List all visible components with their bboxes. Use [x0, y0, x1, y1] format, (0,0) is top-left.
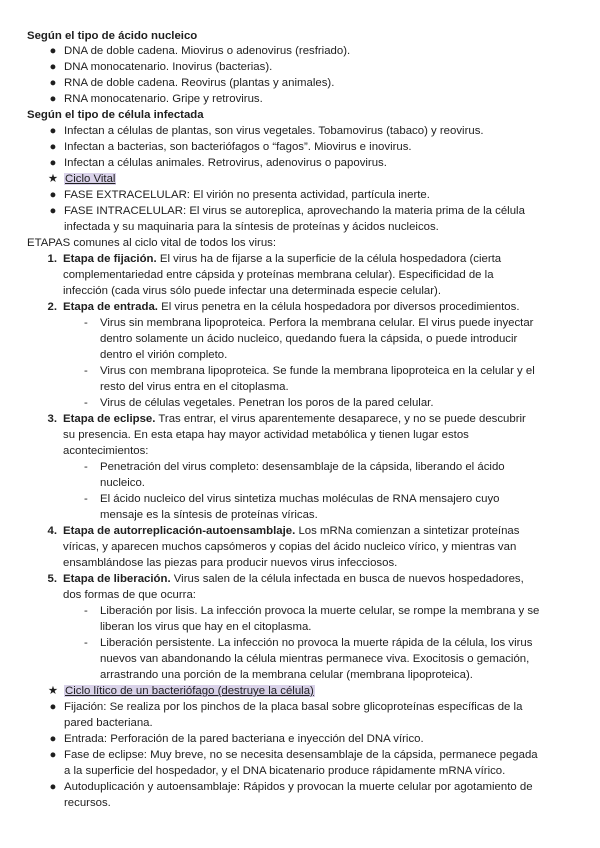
etapa-label: Etapa de autorreplicación-autoensamblaje. — [63, 525, 296, 537]
sub-item: Liberación persistente. La infección no provoca la muerte rápida de la célula, los virus — [100, 637, 533, 649]
etapa-number: 1. — [47, 253, 57, 265]
bullet-icon: ● — [49, 733, 57, 745]
etapa-entrada — [63, 300, 520, 316]
sub-item: resto del virus entra en el citoplasma. — [100, 381, 289, 393]
sub-item: mensaje es la síntesis de proteínas víricas. — [100, 509, 318, 521]
etapa-label: Etapa de fijación. — [63, 253, 157, 265]
star-icon: ★ — [47, 685, 59, 697]
sub-item: liberan los virus que hay en el citoplasma. — [100, 621, 312, 633]
list-item: Fase de eclipse: Muy breve, no se necesita desensamblaje de la cápsida, permanece pegada — [64, 749, 538, 761]
sub-item: nuevos van abandonando la célula mientras permanece viva. Exocitosis o gemación, — [100, 653, 530, 665]
dash-icon: - — [84, 605, 88, 617]
list-item: pared bacteriana. — [64, 717, 153, 729]
etapa-text: Los mRNa comienzan a sintetizar proteínas — [295, 525, 520, 537]
etapa-text: Virus salen de la célula infectada en busca de nuevos hospedadores, — [170, 573, 524, 585]
dash-icon: - — [84, 317, 88, 329]
list-item: DNA monocatenario. Inovirus (bacterias). — [64, 61, 273, 73]
etapa-text: complementariedad entre cápsida y proteínas membrana celular). Especificidad de la — [63, 269, 494, 281]
list-item: Fijación: Se realiza por los pinchos de la placa basal sobre glicoproteínas específicas de la — [64, 701, 523, 713]
bullet-icon: ● — [49, 125, 57, 137]
bullet-icon: ● — [49, 141, 57, 153]
section-heading-celula: Según el tipo de célula infectada — [27, 109, 204, 121]
list-item: RNA monocatenario. Gripe y retrovirus. — [64, 93, 263, 105]
bullet-icon: ● — [49, 749, 57, 761]
dash-icon: - — [84, 637, 88, 649]
list-item: Infectan a células animales. Retrovirus, adenovirus o papovirus. — [64, 157, 387, 169]
etapa-label: Etapa de entrada. — [63, 301, 158, 313]
ciclo-vital-title — [64, 172, 116, 188]
fase-extracelular: FASE EXTRACELULAR: El virión no presenta actividad, partícula inerte. — [64, 189, 430, 201]
ciclo-litico-title — [64, 684, 315, 700]
sub-item: dentro solamente un ácido nucleico, quedando fuera la cápsida, o puede introducir — [100, 333, 518, 345]
list-item: Autoduplicación y autoensamblaje: Rápidos y provocan la muerte celular por agotamiento de — [64, 781, 533, 793]
etapa-number: 3. — [47, 413, 57, 425]
bullet-icon: ● — [49, 189, 57, 201]
sub-item: Virus con membrana lipoproteica. Se funde la membrana lipoproteica en la celular y el — [100, 365, 535, 377]
etapa-text: acontecimientos: — [63, 445, 149, 457]
bullet-icon: ● — [49, 781, 57, 793]
bullet-icon: ● — [49, 205, 57, 217]
etapa-liberacion — [63, 572, 524, 588]
bullet-icon: ● — [49, 77, 57, 89]
dash-icon: - — [84, 461, 88, 473]
etapa-text: infección (cada virus sólo puede infectar una determinada especie celular). — [63, 285, 442, 297]
star-icon: ★ — [47, 173, 59, 185]
sub-item: nucleico. — [100, 477, 145, 489]
list-item: Infectan a células de plantas, son virus vegetales. Tobamovirus (tabaco) y reovirus. — [64, 125, 484, 137]
ciclo-vital-title-text: Ciclo Vital — [65, 173, 116, 185]
etapa-fijacion — [63, 252, 501, 268]
list-item: DNA de doble cadena. Miovirus o adenovirus (resfriado). — [64, 45, 351, 57]
bullet-icon: ● — [49, 93, 57, 105]
fase-intracelular-line: FASE INTRACELULAR: El virus se autoreplica, aprovechando la materia prima de la célula — [64, 205, 525, 217]
sub-item: Virus sin membrana lipoproteica. Perfora la membrana celular. El virus puede inyectar — [100, 317, 534, 329]
list-item: RNA de doble cadena. Reovirus (plantas y animales). — [64, 77, 335, 89]
etapa-text: su presencia. En esta etapa hay mayor actividad metabólica y tienen lugar estos — [63, 429, 469, 441]
dash-icon: - — [84, 493, 88, 505]
etapa-number: 2. — [47, 301, 57, 313]
etapa-label: Etapa de eclipse. — [63, 413, 156, 425]
sub-item: arrastrando una porción de la membrana celular (membrana lipoproteica). — [100, 669, 473, 681]
etapa-text: víricas, y aparecen muchos capsómeros y copias del ácido nucleico vírico, y mientras van — [63, 541, 517, 553]
sub-item: dentro el virión completo. — [100, 349, 228, 361]
bullet-icon: ● — [49, 61, 57, 73]
etapas-intro: ETAPAS comunes al ciclo vital de todos los virus: — [27, 237, 277, 249]
etapa-text: El virus ha de fijarse a la superficie de la célula hospedadora (cierta — [156, 253, 502, 265]
sub-item: Penetración del virus completo: desensamblaje de la cápsida, liberando el ácido — [100, 461, 505, 473]
list-item: Entrada: Perforación de la pared bacteriana e inyección del DNA vírico. — [64, 733, 424, 745]
section-heading-acido: Según el tipo de ácido nucleico — [27, 30, 198, 42]
sub-item: El ácido nucleico del virus sintetiza muchas moléculas de RNA mensajero cuyo — [100, 493, 500, 505]
sub-item: Virus de células vegetales. Penetran los poros de la pared celular. — [100, 397, 434, 409]
dash-icon: - — [84, 365, 88, 377]
list-item: recursos. — [64, 797, 111, 809]
etapa-number: 4. — [47, 525, 57, 537]
list-item: a la superficie del hospedador, y el DNA bicatenario produce rápidamente mRNA vírico. — [64, 765, 506, 777]
fase-intracelular-line: infectada y su maquinaria para la síntesis de proteínas y ácidos nucleicos. — [64, 221, 439, 233]
etapa-text: Tras entrar, el virus aparentemente desaparece, y no se puede descubrir — [155, 413, 526, 425]
list-item: Infectan a bacterias, son bacteriófagos o “fagos”. Miovirus e inovirus. — [64, 141, 412, 153]
etapa-text: ensamblándose las piezas para producir nuevos virus infecciosos. — [63, 557, 398, 569]
etapa-text: El virus penetra en la célula hospedadora por diversos procedimientos. — [157, 301, 520, 313]
dash-icon: - — [84, 397, 88, 409]
etapa-eclipse — [63, 412, 526, 428]
ciclo-litico-title-text: Ciclo lítico de un bacteriófago (destruye la célula) — [65, 685, 314, 697]
bullet-icon: ● — [49, 701, 57, 713]
sub-item: Liberación por lisis. La infección provoca la muerte celular, se rompe la membrana y se — [100, 605, 540, 617]
etapa-number: 5. — [47, 573, 57, 585]
etapa-label: Etapa de liberación. — [63, 573, 171, 585]
bullet-icon: ● — [49, 157, 57, 169]
bullet-icon: ● — [49, 45, 57, 57]
etapa-autorreplicacion — [63, 524, 519, 540]
etapa-text: dos formas de que ocurra: — [63, 589, 196, 601]
